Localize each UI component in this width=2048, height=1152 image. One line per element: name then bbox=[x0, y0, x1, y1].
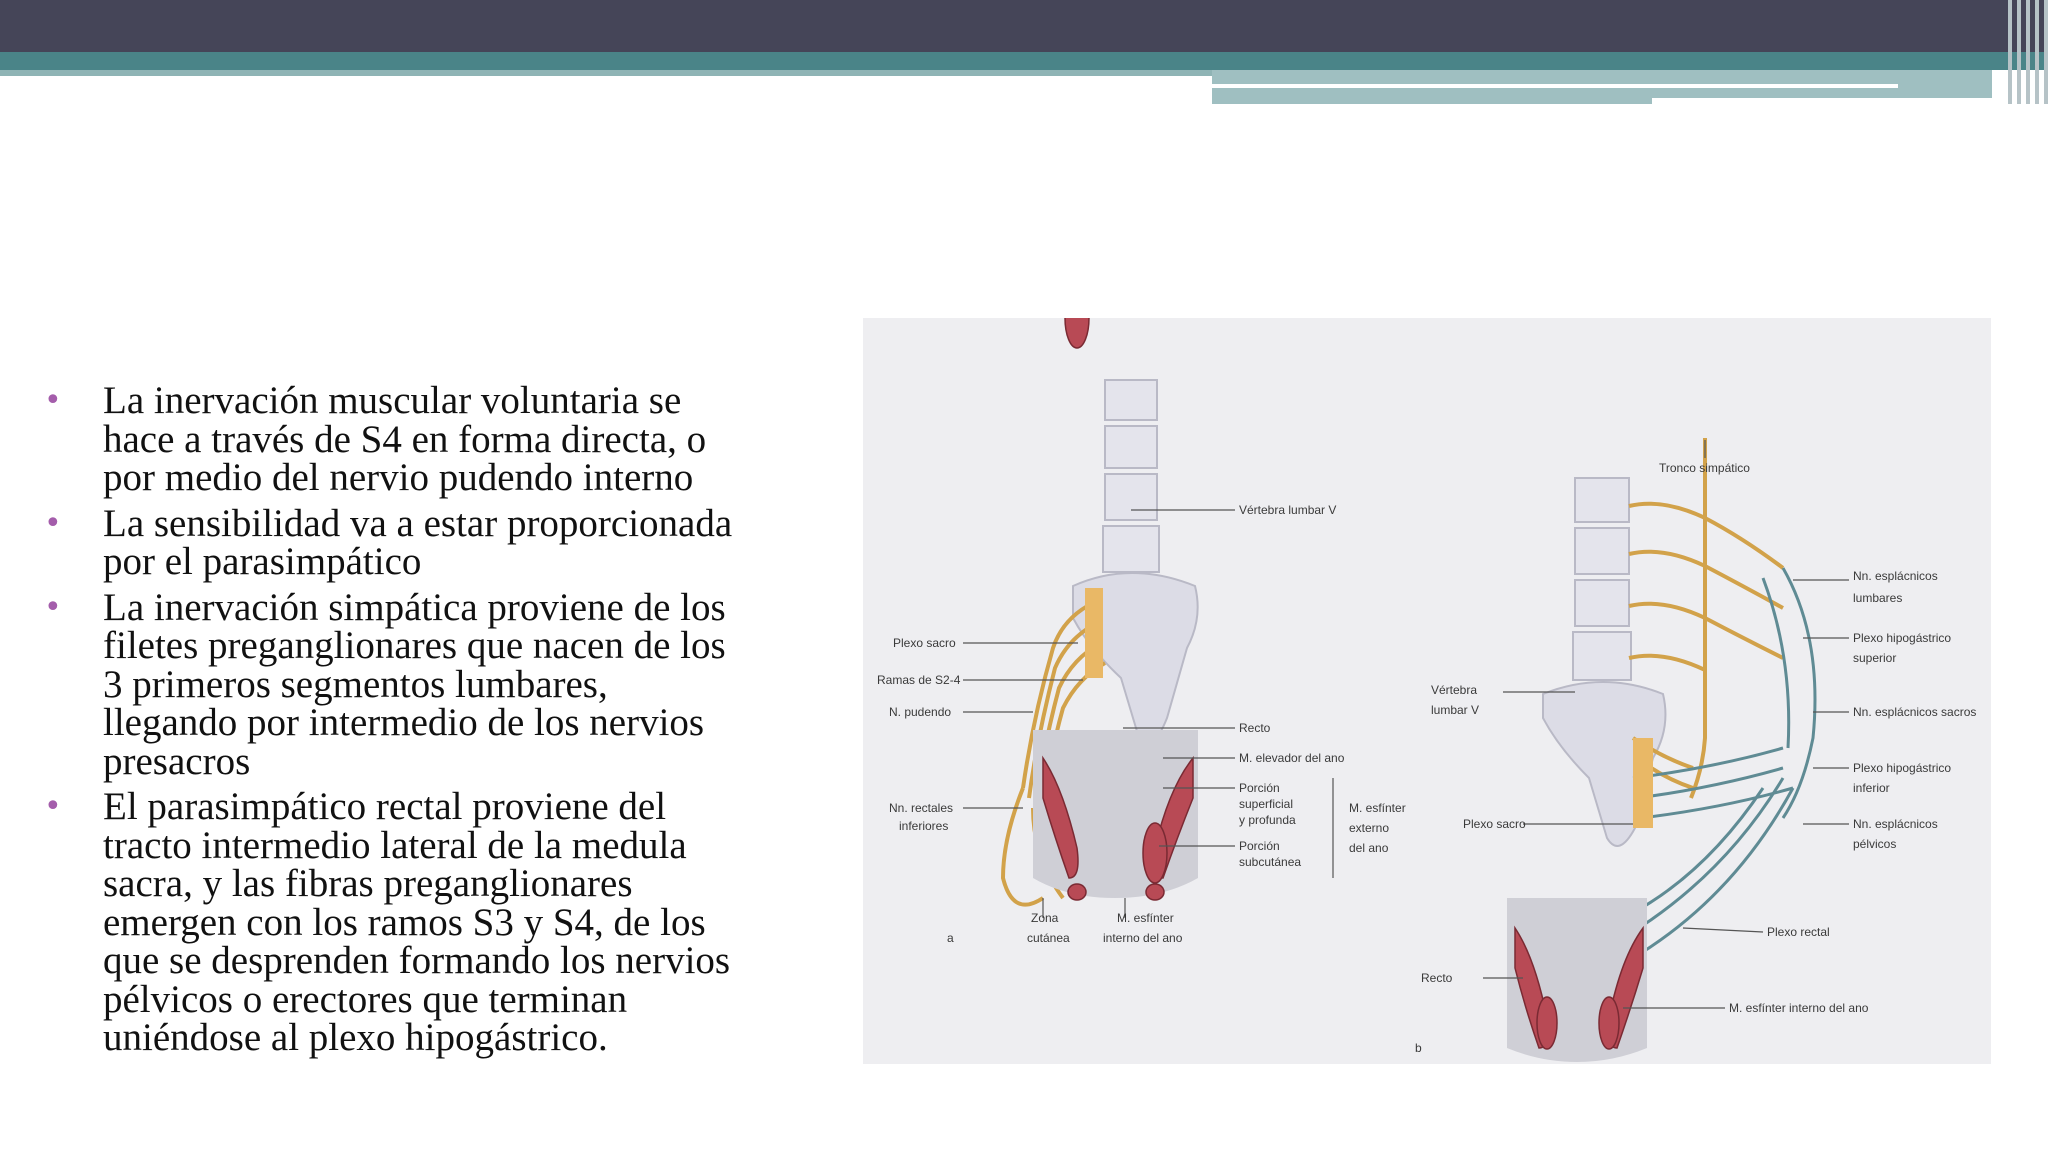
label-zona-2: cutánea bbox=[1027, 931, 1070, 945]
bullet-line: llegando por intermedio de los nervios bbox=[103, 701, 705, 744]
label-zona-1: Zona bbox=[1031, 911, 1059, 925]
lumbar-spine-b bbox=[1573, 478, 1631, 680]
label-esfinter-ext-2: externo bbox=[1349, 821, 1390, 835]
header-light-band-left bbox=[0, 70, 1212, 76]
bullet-line: La inervación muscular voluntaria se bbox=[103, 379, 682, 422]
bullet-line: por el parasimpático bbox=[103, 540, 422, 583]
bullet-line: sacra, y las fibras preganglionares bbox=[103, 862, 633, 905]
header-dark-band bbox=[0, 0, 2048, 52]
bullet-line: filetes preganglionares que nacen de los bbox=[103, 624, 726, 667]
label-hipo-inf-2: inferior bbox=[1853, 781, 1890, 795]
label-esfinter-ext-3: del ano bbox=[1349, 841, 1389, 855]
header-white-line bbox=[1212, 84, 1898, 88]
label-vertebra-b-2: lumbar V bbox=[1431, 703, 1480, 717]
bullet-line: que se desprenden formando los nervios bbox=[103, 939, 731, 982]
label-porcion-sub-1: Porción bbox=[1239, 839, 1280, 853]
label-hipo-sup-2: superior bbox=[1853, 651, 1897, 665]
label-espl-pelvicos-1: Nn. esplácnicos bbox=[1853, 817, 1938, 831]
label-esfinter-int-2: interno del ano bbox=[1103, 931, 1183, 945]
label-espl-lumbares-1: Nn. esplácnicos bbox=[1853, 569, 1938, 583]
bullet-line: 3 primeros segmentos lumbares, bbox=[103, 662, 608, 706]
label-espl-pelvicos-2: pélvicos bbox=[1853, 837, 1897, 851]
header-white-notch bbox=[1652, 98, 1992, 104]
label-vertebra-b-1: Vértebra bbox=[1431, 683, 1478, 697]
bullet-line: tracto intermedio lateral de la medula bbox=[103, 823, 687, 867]
label-porcion-sup-2: superficial bbox=[1239, 797, 1294, 811]
bullet-line: por medio del nervio pudendo interno bbox=[103, 456, 694, 499]
sacral-plexus-a bbox=[1085, 588, 1103, 678]
diagram-b bbox=[1415, 438, 1976, 1062]
bullet-item bbox=[40, 785, 840, 1059]
lumbar-spine-a bbox=[1103, 380, 1159, 572]
bullet-item bbox=[40, 501, 840, 583]
label-plexo-rectal: Plexo rectal bbox=[1767, 925, 1830, 939]
bullet-dot-icon: • bbox=[44, 589, 62, 625]
header-teal-band bbox=[0, 52, 2048, 70]
sacral-plexus-b bbox=[1633, 738, 1653, 828]
label-plexo-sacro-a: Plexo sacro bbox=[893, 636, 956, 650]
label-ramas: Ramas de S2-4 bbox=[877, 673, 961, 687]
label-espl-sacros: Nn. esplácnicos sacros bbox=[1853, 705, 1977, 719]
label-recto-a: Recto bbox=[1239, 721, 1271, 735]
label-letter-a: a bbox=[947, 931, 954, 945]
bullet-list bbox=[40, 379, 840, 1065]
label-rectales-2: inferiores bbox=[899, 819, 949, 833]
label-espl-lumbares-2: lumbares bbox=[1853, 591, 1903, 605]
label-hipo-inf-1: Plexo hipogástrico bbox=[1853, 761, 1952, 775]
bullet-item bbox=[40, 379, 840, 499]
label-vertebra-a: Vértebra lumbar V bbox=[1239, 503, 1337, 517]
header-stripes bbox=[1988, 0, 2048, 104]
label-pudendo: N. pudendo bbox=[889, 705, 952, 719]
bullet-dot-icon: • bbox=[44, 383, 62, 418]
anatomy-illustration bbox=[863, 318, 1991, 1064]
bullet-item bbox=[40, 585, 840, 783]
label-tronco: Tronco simpático bbox=[1659, 461, 1750, 475]
label-porcion-sub-2: subcutánea bbox=[1239, 855, 1302, 869]
label-elevador: M. elevador del ano bbox=[1239, 751, 1345, 765]
bullet-line: hace a través de S4 en forma directa, o bbox=[103, 417, 707, 461]
diagram-a bbox=[877, 318, 1406, 945]
label-esfinter-int-b: M. esfínter interno del ano bbox=[1729, 1001, 1869, 1015]
bullet-line: uniéndose al plexo hipogástrico. bbox=[103, 1016, 608, 1059]
bullet-dot-icon: • bbox=[44, 505, 62, 541]
anatomy-figure bbox=[863, 318, 1991, 1064]
label-recto-b: Recto bbox=[1421, 971, 1453, 985]
label-esfinter-int-1: M. esfínter bbox=[1117, 911, 1174, 925]
label-letter-b: b bbox=[1415, 1041, 1422, 1055]
bullet-line: pélvicos o erectores que terminan bbox=[103, 977, 628, 1021]
bullet-line: presacros bbox=[103, 739, 251, 783]
label-rectales-1: Nn. rectales bbox=[889, 801, 954, 815]
bullet-line: La inervación simpática proviene de los bbox=[103, 585, 726, 629]
label-esfinter-ext-1: M. esfínter bbox=[1349, 801, 1406, 815]
bullet-line: emergen con los ramos S3 y S4, de los bbox=[103, 900, 706, 944]
bullet-dot-icon: • bbox=[44, 789, 62, 824]
label-hipo-sup-1: Plexo hipogástrico bbox=[1853, 631, 1952, 645]
label-plexo-sacro-b: Plexo sacro bbox=[1463, 817, 1526, 831]
label-porcion-sup-3: y profunda bbox=[1239, 813, 1296, 827]
bullet-line: La sensibilidad va a estar proporcionada bbox=[103, 501, 733, 545]
bullet-line: El parasimpático rectal proviene del bbox=[103, 785, 667, 828]
label-porcion-sup-1: Porción bbox=[1239, 781, 1280, 795]
